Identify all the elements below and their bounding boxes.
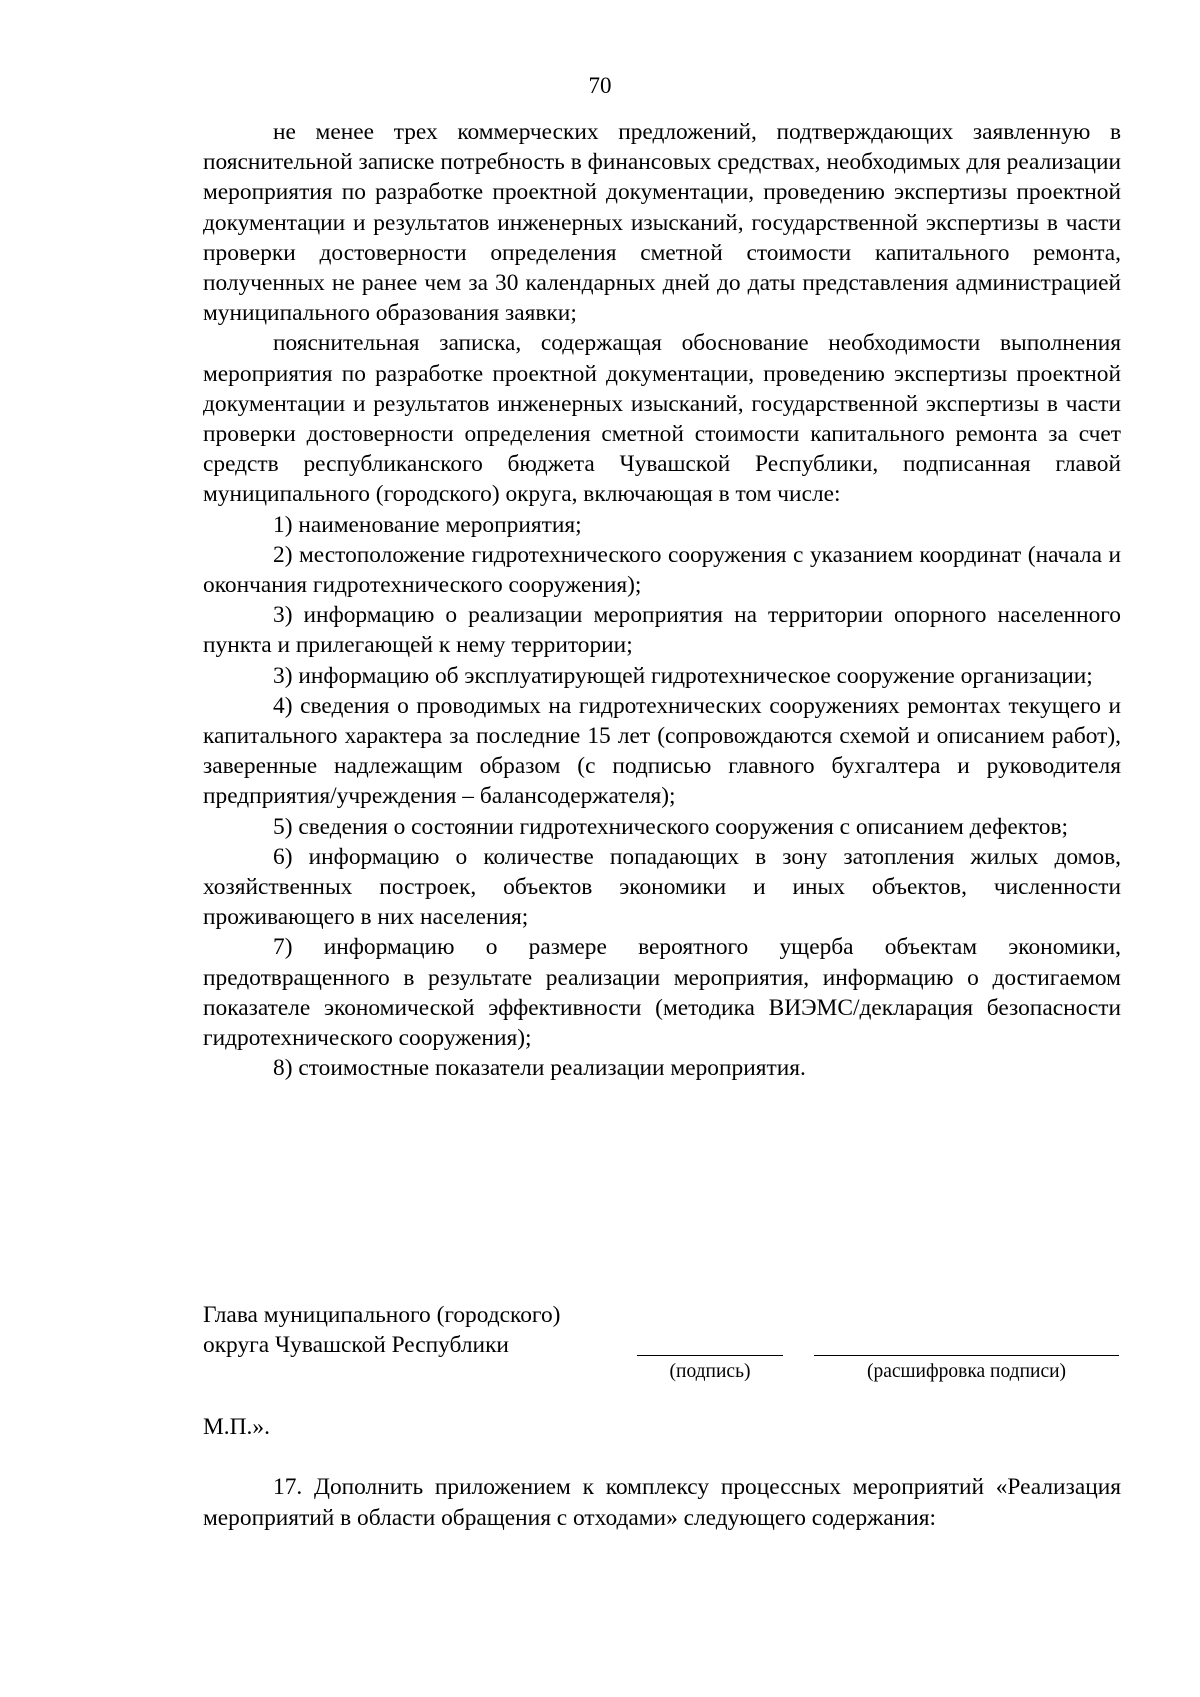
- list-item: 8) стоимостные показатели реализации мероприятия.: [273, 1055, 806, 1082]
- paragraph-amendment-17: 17. Дополнить приложением к комплексу процессных мероприятий «Реализация мероприятий в области обращения с отходами» следующего содержания:: [203, 1474, 1121, 1531]
- list-item: 5) сведения о состоянии гидротехнического сооружения с описанием дефектов;: [273, 813, 1068, 840]
- signatory-title-line: округа Чувашской Республики: [203, 1332, 509, 1359]
- stamp-place: М.П.».: [203, 1414, 270, 1440]
- list-item: 6) информацию о количестве попадающих в зону затопления жилых домов, хозяйственных построек, объектов экономики и иных объектов, численности проживающего в них населения;: [203, 843, 1121, 931]
- list-item: 2) местоположение гидротехнического сооружения с указанием координат (начала и окончания гидротехнического сооружения);: [203, 541, 1121, 599]
- signature-decode-caption: (расшифровка подписи): [866, 1361, 1067, 1382]
- paragraph-explanatory-note: пояснительная записка, содержащая обоснование необходимости выполнения мероприятия по разработке проектной документации, проведению экспертизы проектной документации и результатов инженерных изысканий, государственной экспертизы в части проверки достоверности определения сметной стоимости капитального ремонта за счет средств республиканского бюджета Чувашской Республики, подписанная главой муниципального (городского) округа, включающая в том числе:: [203, 330, 1121, 508]
- list-item: 3) информацию об эксплуатирующей гидротехническое сооружение организации;: [273, 662, 1093, 689]
- list-item: 1) наименование мероприятия;: [273, 511, 582, 538]
- signature-caption: (подпись): [669, 1361, 751, 1382]
- signatory-title-line: Глава муниципального (городского): [203, 1302, 561, 1328]
- signatory-title: [203, 1300, 560, 1360]
- paragraph-commercial-offers: не менее трех коммерческих предложений, подтверждающих заявленную в пояснительной записке потребность в финансовых средствах, необходимых для реализации мероприятия по разработке проектной документации, проведению экспертизы проектной документации и результатов инженерных изысканий, государственной экспертизы в части проверки достоверности определения сметной стоимости капитального ремонта, полученных не ранее чем за 30 календарных дней до даты представления администрацией муниципального образования заявки;: [203, 119, 1121, 327]
- signature-line: [637, 1355, 783, 1356]
- page-number: 70: [588, 73, 612, 98]
- list-item: 3) информацию о реализации мероприятия на территории опорного населенного пункта и прилегающей к нему территории;: [203, 602, 1121, 659]
- signature-block: [203, 1300, 1121, 1380]
- list-item: 7) информацию о размере вероятного ущерба объектам экономики, предотвращенного в результате реализации мероприятия, информацию о достигаемом показателе экономической эффективности (методика ВИЭМС/декларация безопасности гидротехнического сооружения);: [203, 934, 1121, 1052]
- document-body: [203, 117, 1121, 1084]
- signature-decode-line: [814, 1355, 1119, 1356]
- list-item: 4) сведения о проводимых на гидротехнических сооружениях ремонтах текущего и капитального характера за последние 15 лет (сопровождаются схемой и описанием работ), заверенные надлежащим образом (с подписью главного бухгалтера и руководителя предприятия/учреждения – балансодержателя);: [203, 692, 1121, 810]
